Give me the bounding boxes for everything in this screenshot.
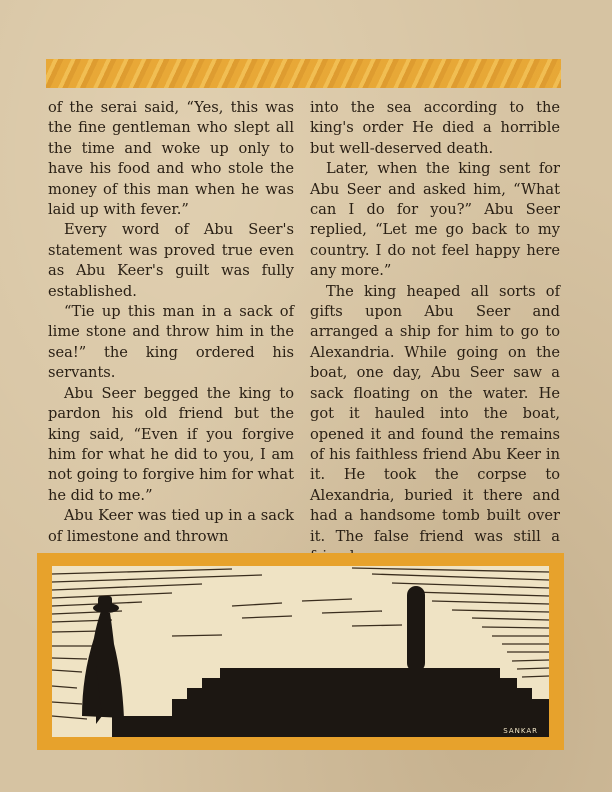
paragraph: Abu Seer begged the king to pardon his old friend but the king said, “Even if you forgive him for what he did to you, I am not going to forgive him for what he did to me.”	[48, 384, 294, 504]
decorative-header-band	[46, 59, 561, 88]
paragraph: into the sea according to the king's order He died a horrible but well-deserved death.	[310, 99, 560, 157]
tomb-pillar	[407, 586, 425, 672]
paragraph: Later, when the king sent for Abu Seer and asked him, “What can I do for you?” Abu Seer replied, “Let me go back to my country. I do not feel happy here any more.”	[310, 160, 560, 280]
paragraph: Every word of Abu Seer's statement was proved true even as Abu Keer's guilt was fully established.	[48, 221, 294, 300]
tomb-step	[220, 668, 500, 679]
tomb-illustration	[37, 553, 564, 750]
paragraph: The king heaped all sorts of gifts upon Abu Seer and arranged a ship for him to go to Alexandria. While going on the boat, one day, Abu Seer saw a sack floating on the water. He got it hauled into the boat, opened it and found the remains of his faithless friend Abu Keer in it. He took the corpse to Alexandria, buried it there and had a handsome tomb built over it. The false friend was still a	[310, 282, 560, 545]
paragraph: Abu Keer was tied up in a sack of limestone and thrown	[48, 507, 294, 545]
tomb-step	[187, 688, 532, 700]
paragraph: “Tie up this man in a sack of lime stone and throw him in the sea!” the king ordered his servants.	[48, 303, 294, 382]
tomb-step	[202, 678, 517, 689]
text-column-left	[48, 98, 294, 547]
artist-signature: SANKAR	[503, 727, 538, 735]
ground	[112, 716, 549, 737]
text-column-right	[310, 98, 560, 567]
tomb-scene-drawing	[52, 566, 549, 737]
paragraph: of the serai said, “Yes, this was the fine gentleman who slept all the time and woke up only to have his food and who stole the money of this man when he was laid up with fever.”	[48, 99, 294, 219]
